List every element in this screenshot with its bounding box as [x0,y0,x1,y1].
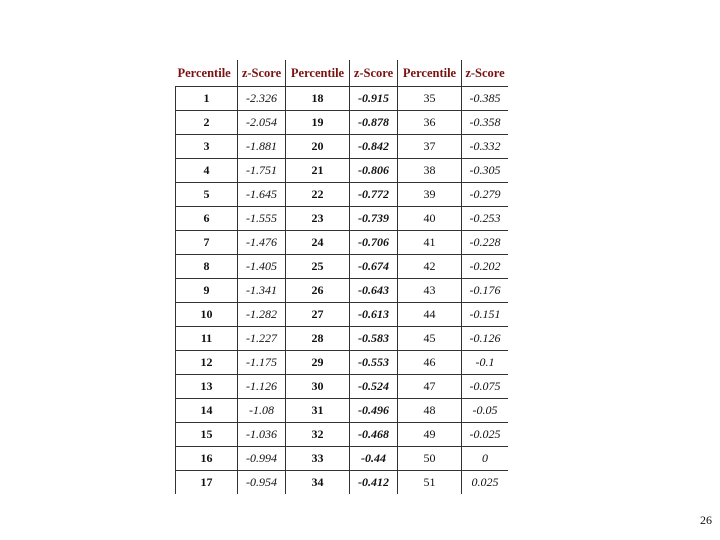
header-percentile-3: Percentile [398,60,462,87]
z-score-cell: -0.915 [350,87,398,111]
header-z-score-2: z-Score [350,60,398,87]
percentile-cell: 22 [286,183,350,207]
table-row [176,135,509,159]
z-score-cell: 0.025 [462,471,509,495]
table-row [176,375,509,399]
z-score-cell: -1.036 [238,423,286,447]
percentile-cell: 34 [286,471,350,495]
percentile-cell: 47 [398,375,462,399]
table-row [176,87,509,111]
percentile-cell: 17 [176,471,238,495]
header-z-score-3: z-Score [462,60,509,87]
percentile-cell: 39 [398,183,462,207]
percentile-cell: 41 [398,231,462,255]
z-score-cell: -0.553 [350,351,398,375]
percentile-cell: 20 [286,135,350,159]
percentile-cell: 9 [176,279,238,303]
header-percentile-2: Percentile [286,60,350,87]
z-score-cell: 0 [462,447,509,471]
percentile-cell: 21 [286,159,350,183]
z-score-cell: -1.175 [238,351,286,375]
table-row [176,471,509,495]
percentile-cell: 31 [286,399,350,423]
percentile-cell: 45 [398,327,462,351]
z-score-cell: -0.05 [462,399,509,423]
z-score-cell: -0.1 [462,351,509,375]
percentile-cell: 8 [176,255,238,279]
z-score-cell: -1.881 [238,135,286,159]
z-score-cell: -0.305 [462,159,509,183]
z-score-cell: -1.555 [238,207,286,231]
z-score-cell: -0.706 [350,231,398,255]
percentile-cell: 15 [176,423,238,447]
z-score-cell: -0.025 [462,423,509,447]
z-score-cell: -0.583 [350,327,398,351]
percentile-cell: 48 [398,399,462,423]
table-row [176,279,509,303]
percentile-cell: 3 [176,135,238,159]
z-score-cell: -0.44 [350,447,398,471]
z-score-cell: -1.405 [238,255,286,279]
percentile-z-score-table [175,60,508,494]
percentile-cell: 29 [286,351,350,375]
z-score-cell: -1.645 [238,183,286,207]
z-score-cell: -0.412 [350,471,398,495]
page-number: 26 [700,513,712,527]
z-score-cell: -0.176 [462,279,509,303]
percentile-cell: 50 [398,447,462,471]
z-score-cell: -0.228 [462,231,509,255]
percentile-cell: 43 [398,279,462,303]
table-row [176,351,509,375]
percentile-cell: 44 [398,303,462,327]
percentile-cell: 23 [286,207,350,231]
percentile-cell: 26 [286,279,350,303]
z-score-cell: -0.126 [462,327,509,351]
z-score-cell: -2.054 [238,111,286,135]
z-score-cell: -0.253 [462,207,509,231]
z-score-cell: -0.806 [350,159,398,183]
z-score-cell: -1.341 [238,279,286,303]
percentile-cell: 46 [398,351,462,375]
percentile-cell: 33 [286,447,350,471]
table-row [176,303,509,327]
percentile-cell: 38 [398,159,462,183]
z-score-cell: -1.751 [238,159,286,183]
z-score-cell: -0.613 [350,303,398,327]
percentile-cell: 40 [398,207,462,231]
percentile-cell: 32 [286,423,350,447]
z-score-cell: -1.227 [238,327,286,351]
table-row [176,231,509,255]
percentile-cell: 13 [176,375,238,399]
z-score-cell: -1.126 [238,375,286,399]
z-score-cell: -0.739 [350,207,398,231]
percentile-cell: 7 [176,231,238,255]
percentile-cell: 12 [176,351,238,375]
z-score-cell: -0.385 [462,87,509,111]
percentile-cell: 24 [286,231,350,255]
percentile-cell: 42 [398,255,462,279]
percentile-cell: 35 [398,87,462,111]
z-score-cell: -1.476 [238,231,286,255]
z-score-cell: -2.326 [238,87,286,111]
header-z-score-1: z-Score [238,60,286,87]
z-score-cell: -0.994 [238,447,286,471]
percentile-cell: 51 [398,471,462,495]
z-score-cell: -0.358 [462,111,509,135]
table-row [176,399,509,423]
z-score-cell: -0.279 [462,183,509,207]
header-percentile-1: Percentile [176,60,238,87]
percentile-cell: 4 [176,159,238,183]
z-score-cell: -0.468 [350,423,398,447]
percentile-cell: 36 [398,111,462,135]
table-body [176,87,509,495]
z-score-cell: -0.524 [350,375,398,399]
z-score-cell: -0.151 [462,303,509,327]
percentile-cell: 6 [176,207,238,231]
z-score-cell: -0.496 [350,399,398,423]
z-score-cell: -0.674 [350,255,398,279]
z-score-cell: -0.202 [462,255,509,279]
percentile-cell: 28 [286,327,350,351]
percentile-cell: 37 [398,135,462,159]
percentile-cell: 11 [176,327,238,351]
percentile-cell: 10 [176,303,238,327]
z-score-cell: -0.954 [238,471,286,495]
table-row [176,183,509,207]
table-row [176,327,509,351]
percentile-cell: 27 [286,303,350,327]
table-row [176,447,509,471]
percentile-cell: 5 [176,183,238,207]
z-score-cell: -0.772 [350,183,398,207]
z-score-cell: -0.332 [462,135,509,159]
z-score-cell: -0.878 [350,111,398,135]
table-row [176,111,509,135]
percentile-cell: 14 [176,399,238,423]
percentile-cell: 2 [176,111,238,135]
percentile-cell: 25 [286,255,350,279]
percentile-cell: 1 [176,87,238,111]
table-row [176,255,509,279]
table-row [176,423,509,447]
percentile-cell: 16 [176,447,238,471]
percentile-cell: 30 [286,375,350,399]
percentile-cell: 18 [286,87,350,111]
z-score-cell: -0.075 [462,375,509,399]
z-score-cell: -0.643 [350,279,398,303]
z-score-cell: -0.842 [350,135,398,159]
percentile-z-score-table-container [175,60,508,494]
table-row [176,159,509,183]
z-score-cell: -1.08 [238,399,286,423]
percentile-cell: 49 [398,423,462,447]
percentile-cell: 19 [286,111,350,135]
table-header-row [176,60,509,87]
z-score-cell: -1.282 [238,303,286,327]
table-row [176,207,509,231]
